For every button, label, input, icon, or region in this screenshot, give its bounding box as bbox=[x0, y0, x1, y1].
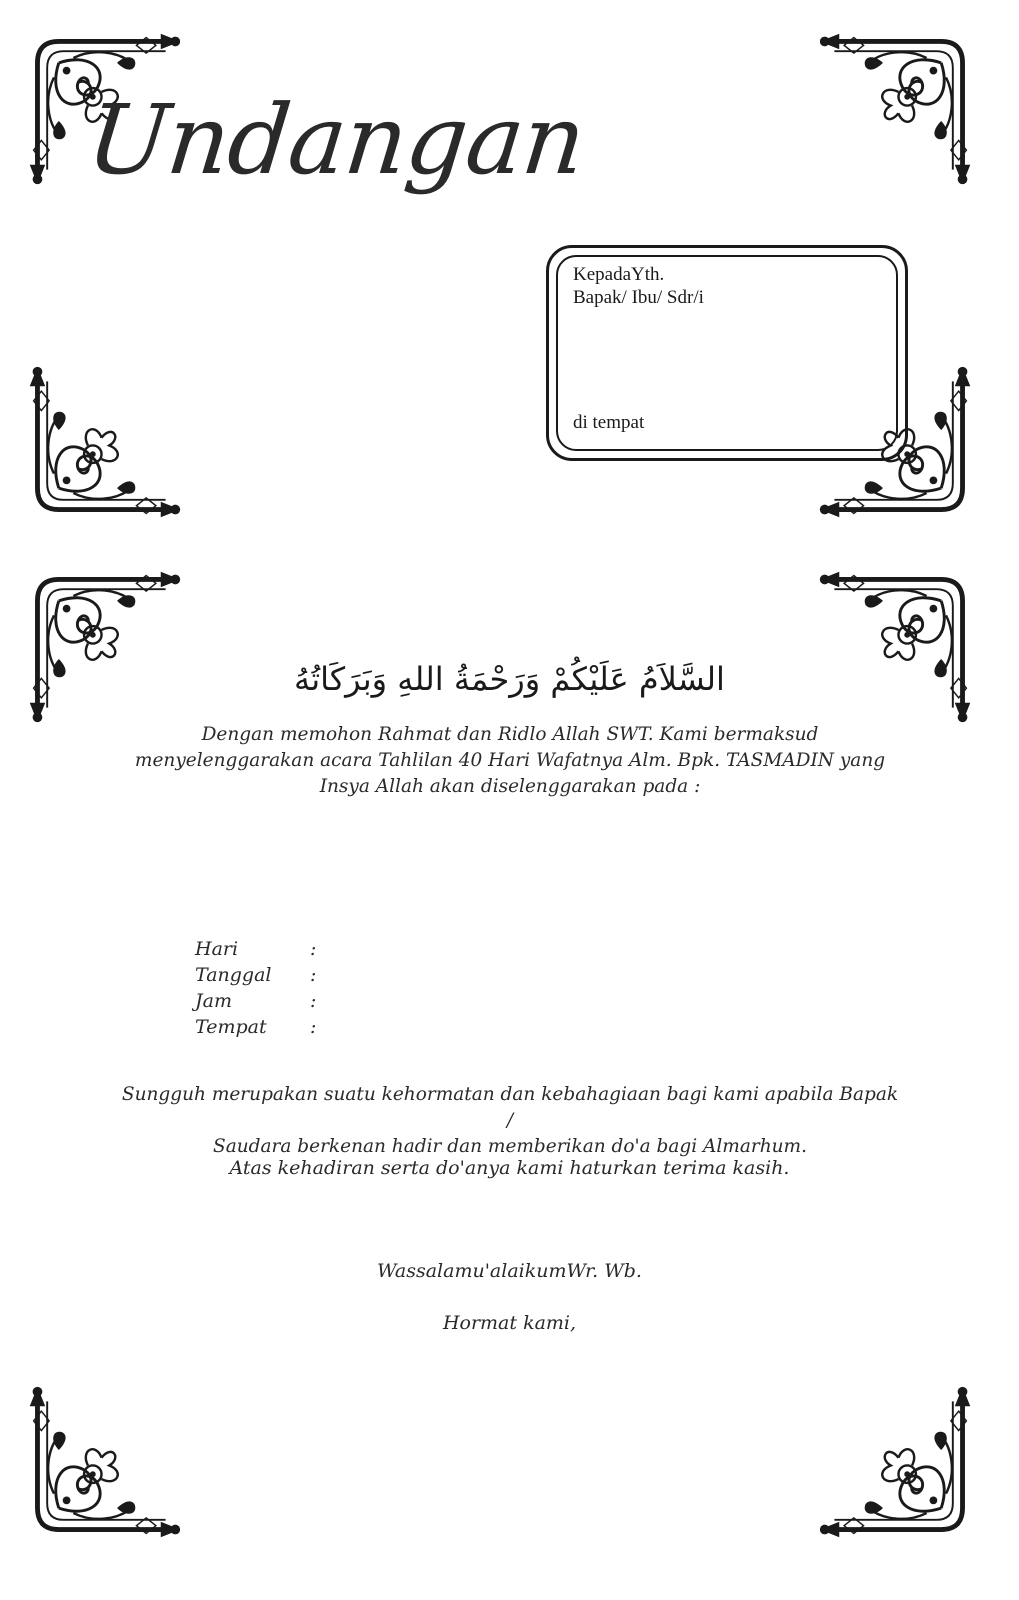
event-details bbox=[195, 936, 330, 1040]
detail-separator: : bbox=[310, 938, 317, 960]
detail-label-day: Hari bbox=[195, 938, 239, 960]
thanks-line: Atas kehadiran serta do'anya kami haturkan terima kasih. bbox=[229, 1157, 790, 1179]
salam-closing: Wassalamu'alaikumWr. Wb. bbox=[377, 1260, 642, 1282]
recipient-salutation: KepadaYth. bbox=[573, 264, 665, 285]
detail-separator: : bbox=[310, 1016, 317, 1038]
arabic-greeting: السَّلاَمُ عَلَيْكُمْ وَرَحْمَةُ اللهِ وَبَرَكَاتُهُ bbox=[294, 660, 725, 698]
closing-line-1: Sungguh merupakan suatu kehormatan dan kebahagiaan bagi kami apabila Bapak / bbox=[121, 1084, 899, 1131]
floral-corner-ornament-icon bbox=[815, 562, 980, 727]
intro-paragraph bbox=[120, 722, 900, 800]
signoff: Hormat kami, bbox=[442, 1312, 577, 1334]
recipient-address-box bbox=[546, 245, 908, 461]
detail-row-time bbox=[195, 988, 330, 1014]
floral-corner-ornament-icon bbox=[815, 24, 980, 189]
detail-label-place: Tempat bbox=[195, 1016, 267, 1038]
detail-label-date: Tanggal bbox=[195, 964, 272, 986]
intro-line-3: Insya Allah akan diselenggarakan pada : bbox=[319, 776, 701, 797]
recipient-location: di tempat bbox=[573, 412, 645, 433]
closing-paragraph bbox=[120, 1082, 900, 1160]
detail-separator: : bbox=[310, 990, 317, 1012]
floral-corner-ornament-icon bbox=[20, 1382, 185, 1547]
intro-line-2: menyelenggarakan acara Tahlilan 40 Hari Wafatnya Alm. Bpk. TASMADIN yang bbox=[134, 750, 886, 771]
intro-line-1: Dengan memohon Rahmat dan Ridlo Allah SWT. Kami bermaksud bbox=[201, 724, 819, 745]
detail-label-time: Jam bbox=[195, 990, 232, 1012]
invitation-title: Undangan bbox=[82, 84, 590, 196]
detail-row-day bbox=[195, 936, 330, 962]
detail-row-place bbox=[195, 1014, 330, 1040]
recipient-title-line: Bapak/ Ibu/ Sdr/i bbox=[573, 287, 704, 308]
detail-separator: : bbox=[310, 964, 317, 986]
floral-corner-ornament-icon bbox=[20, 562, 185, 727]
floral-corner-ornament-icon bbox=[815, 1382, 980, 1547]
floral-corner-ornament-icon bbox=[20, 362, 185, 527]
detail-row-date bbox=[195, 962, 330, 988]
closing-line-2: Saudara berkenan hadir dan memberikan do'a bagi Almarhum. bbox=[213, 1136, 807, 1157]
